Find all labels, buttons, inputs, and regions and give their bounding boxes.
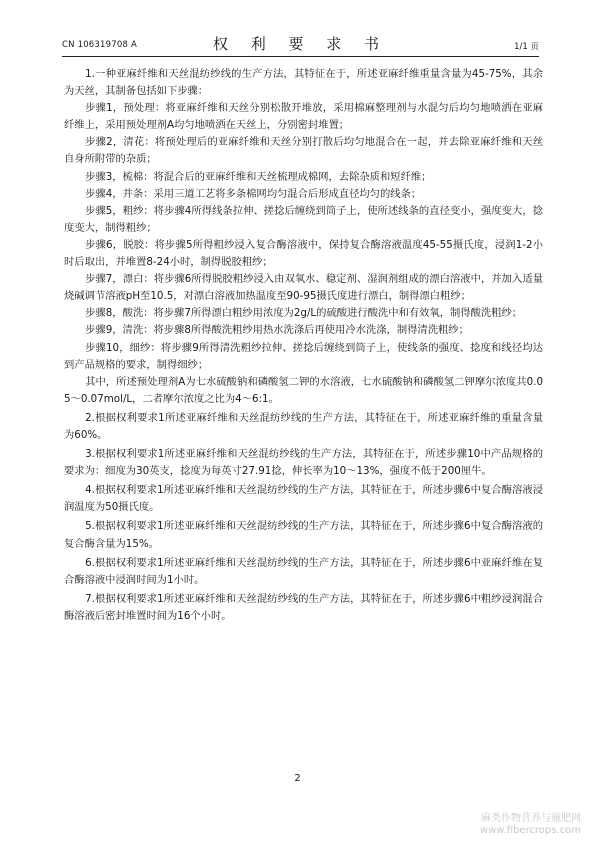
claim-paragraph: 3.根据权利要求1所述亚麻纤维和天丝混纺纱线的生产方法，其特征在于，所述步骤10中产品规格的要求为：细度为30英支，捻度为每英寸27.91捻，伸长率为10～13%，强度不低于200厘牛。 xyxy=(64,448,543,478)
claim-paragraph: 4.根据权利要求1所述亚麻纤维和天丝混纺纱线的生产方法，其特征在于，所述步骤6中复合酶溶液浸润温度为50摄氏度。 xyxy=(64,484,543,514)
document-title: 权 利 要 求 书 xyxy=(212,35,389,53)
step-paragraph: 步骤4，并条：采用三道工艺将多条棉网均匀混合后形成直径均匀的线条； xyxy=(85,187,422,200)
step-paragraph: 步骤7，漂白：将步骤6所得脱胶粗纱浸入由双氧水、稳定剂、湿润剂组成的漂白溶液中，并加入适量烧碱调节溶液pH至10.5，对漂白溶液加热温度至90-95摄氏度进行漂白，制得漂白粗纱； xyxy=(64,273,543,303)
claim-paragraph: 1.一种亚麻纤维和天丝混纺纱线的生产方法，其特征在于，所述亚麻纤维重量含量为45-75%，其余为天丝，其制备包括如下步骤： xyxy=(64,68,543,98)
patent-number: CN 106319708 A xyxy=(62,40,137,50)
claim-paragraph: 7.根据权利要求1所述亚麻纤维和天丝混纺纱线的生产方法，其特征在于，所述步骤6中粗纱浸润混合酶溶液后密封堆置时间为16个小时。 xyxy=(64,592,543,622)
claim-paragraph: 5.根据权利要求1所述亚麻纤维和天丝混纺纱线的生产方法，其特征在于，所述步骤6中复合酶溶液的复合酶含量为15%。 xyxy=(64,520,543,550)
claim-paragraph: 6.根据权利要求1所述亚麻纤维和天丝混纺纱线的生产方法，其特征在于，所述步骤6中亚麻纤维在复合酶溶液中浸润时间为1小时。 xyxy=(64,556,543,586)
step-paragraph: 步骤8，酸洗：将步骤7所得漂白粗纱用浓度为2g/L的硫酸进行酸洗中和有效氧，制得酸洗粗纱； xyxy=(85,307,523,320)
watermark-site-name: 麻类作物营养与施肥网 xyxy=(481,813,581,824)
step-paragraph: 步骤5，粗纱：将步骤4所得线条拉伸、搓捻后缠绕到筒子上，使所述线条的直径变小，强度变大，捻度变大，制得粗纱； xyxy=(64,204,543,234)
step-paragraph: 步骤2，清花：将预处理后的亚麻纤维和天丝分别打散后均匀地混合在一起，并去除亚麻纤维和天丝自身所附带的杂质； xyxy=(64,136,543,166)
site-watermark xyxy=(480,813,581,837)
watermark-url: www.fibercrops.com xyxy=(479,825,581,836)
step-paragraph: 步骤1，预处理：将亚麻纤维和天丝分别松散开堆放，采用棉麻整理剂与水混匀后均匀地喷洒在亚麻纤维上，采用预处理剂A均匀地喷洒在天丝上，分别密封堆置； xyxy=(64,102,543,132)
step-paragraph: 步骤3，梳棉：将混合后的亚麻纤维和天丝梳理成棉网，去除杂质和短纤维； xyxy=(85,170,432,183)
page-number: 2 xyxy=(294,773,301,784)
step-paragraph: 步骤9，清洗：将步骤8所得酸洗粗纱用热水洗涤后再使用冷水洗涤，制得清洗粗纱； xyxy=(85,324,469,337)
step-paragraph: 步骤6，脱胶：将步骤5所得粗纱浸入复合酶溶液中，保持复合酶溶液温度45-55摄氏度，浸润1-2小时后取出，并堆置8-24小时，制得脱胶粗纱； xyxy=(64,238,543,269)
step-paragraph: 其中，所述预处理剂A为七水硫酸钠和磷酸氢二钾的水溶液，七水硫酸钠和磷酸氢二钾摩尔浓度共0.05～0.07mol/L，二者摩尔浓度之比为4～6:1。 xyxy=(64,375,543,405)
step-paragraph: 步骤10，细纱：将步骤9所得清洗粗纱拉伸、搓捻后缠绕到筒子上，使线条的强度、捻度和线径均达到产品规格的要求，制得细纱； xyxy=(64,341,543,371)
document-header xyxy=(62,30,539,56)
header-divider xyxy=(62,56,539,57)
page-info: 1/1 页 xyxy=(514,42,539,52)
claim-paragraph: 2.根据权利要求1所述亚麻纤维和天丝混纺纱线的生产方法，其特征在于，所述亚麻纤维的重量含量为60%。 xyxy=(64,411,543,441)
claims-body xyxy=(64,64,543,625)
